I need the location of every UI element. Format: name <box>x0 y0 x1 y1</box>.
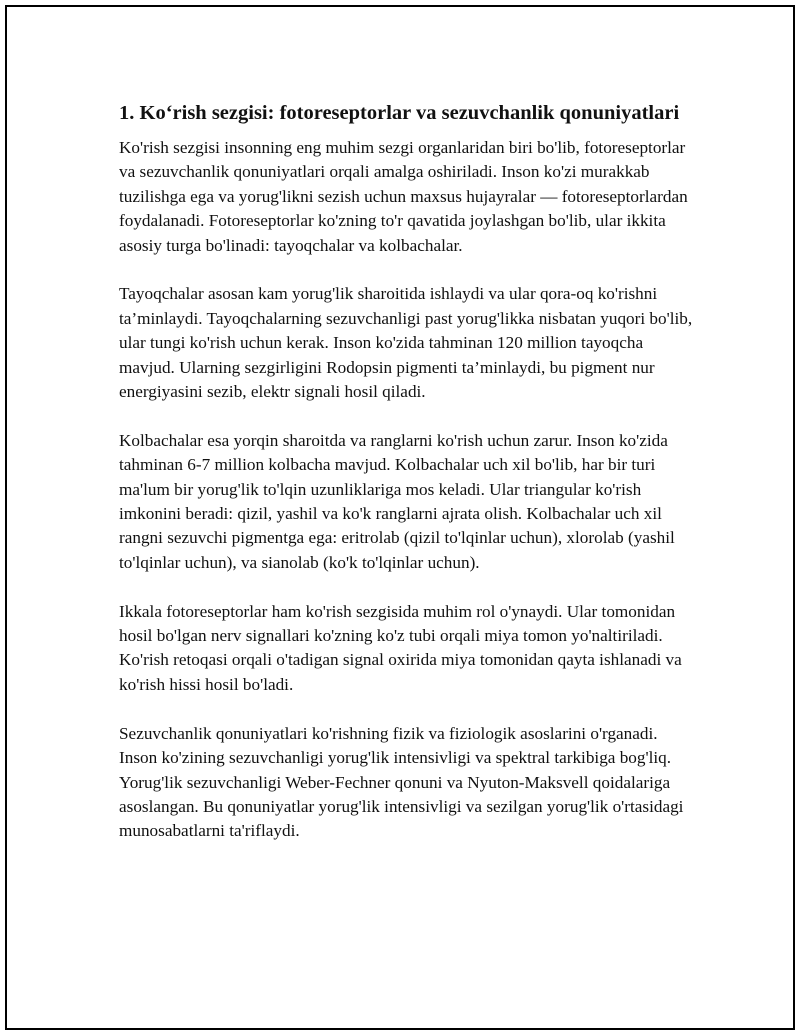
document-body <box>119 100 699 868</box>
paragraph-cones: Kolbachalar esa yorqin sharoitda va ranglarni ko'rish uchun zarur. Inson ko'zida tahminan 6-7 million kolbacha mavjud. Kolbachalar uch xil bo'lib, har bir turi ma'lum bir yorug'lik to'lqin uzunliklariga mos keladi. Ular triangular ko'rish imkonini beradi: qizil, yashil va ko'k ranglarni ajrata olish. Kolbachalar uch xil rangni sezuvchi pigmentga ega: eritrolab (qizil to'lqinlar uchun), xlorolab (yashil to'lqinlar uchun), va sianolab (ko'k to'lqinlar uchun). <box>119 430 675 572</box>
page-frame <box>5 5 795 1030</box>
paragraph-intro: Ko'rish sezgisi insonning eng muhim sezgi organlaridan biri bo'lib, fotoreseptorlar va sezuvchanlik qonuniyatlari orqali amalga oshiriladi. Inson ko'zi murakkab tuzilishga ega va yorug'likni sezish uchun maxsus hujayralar — fotoreseptorlardan foydalanadi. Fotoreseptorlar ko'zning to'r qavatida joylashgan bo'lib, ular ikkita asosiy turga bo'linadi: tayoqchalar va kolbachalar. <box>119 138 688 255</box>
paragraph-sensitivity-laws: Sezuvchanlik qonuniyatlari ko'rishning fizik va fiziologik asoslarini o'rganadi. Inson ko'zining sezuvchanligi yorug'lik intensivligi va spektral tarkibiga bog'liq. Yorug'lik sezuvchanligi Weber-Fechner qonuni va Nyuton-Maksvell qoidalariga asoslangan. Bu qonuniyatlar yorug'lik intensivligi va sezilgan yorug'lik o'rtasidagi munosabatlarni ta'riflaydi. <box>119 723 684 841</box>
paragraph-rods: Tayoqchalar asosan kam yorug'lik sharoitida ishlaydi va ular qora-oq ko'rishni ta’minlaydi. Tayoqchalarning sezuvchanligi past yorug'likka nisbatan yuqori bo'lib, ular tungi ko'rish uchun kerak. Inson ko'zida tahminan 120 million tayoqcha mavjud. Ularning sezgirligini Rodopsin pigmenti ta’minlaydi, bu pigment nur energiyasini sezib, elektr signali hosil qiladi. <box>119 284 693 402</box>
paragraph-signals: Ikkala fotoreseptorlar ham ko'rish sezgisida muhim rol o'ynaydi. Ular tomonidan hosil bo'lgan nerv signallari ko'zning ko'z tubi orqali miya tomon yo'naltiriladi. Ko'rish retoqasi orqali o'tadigan signal oxirida miya tomonidan qayta ishlanadi va ko'rish hissi hosil bo'ladi. <box>119 601 682 694</box>
section-heading: 1. Ko‘rish sezgisi: fotoreseptorlar va sezuvchanlik qonuniyatlari <box>119 102 680 124</box>
